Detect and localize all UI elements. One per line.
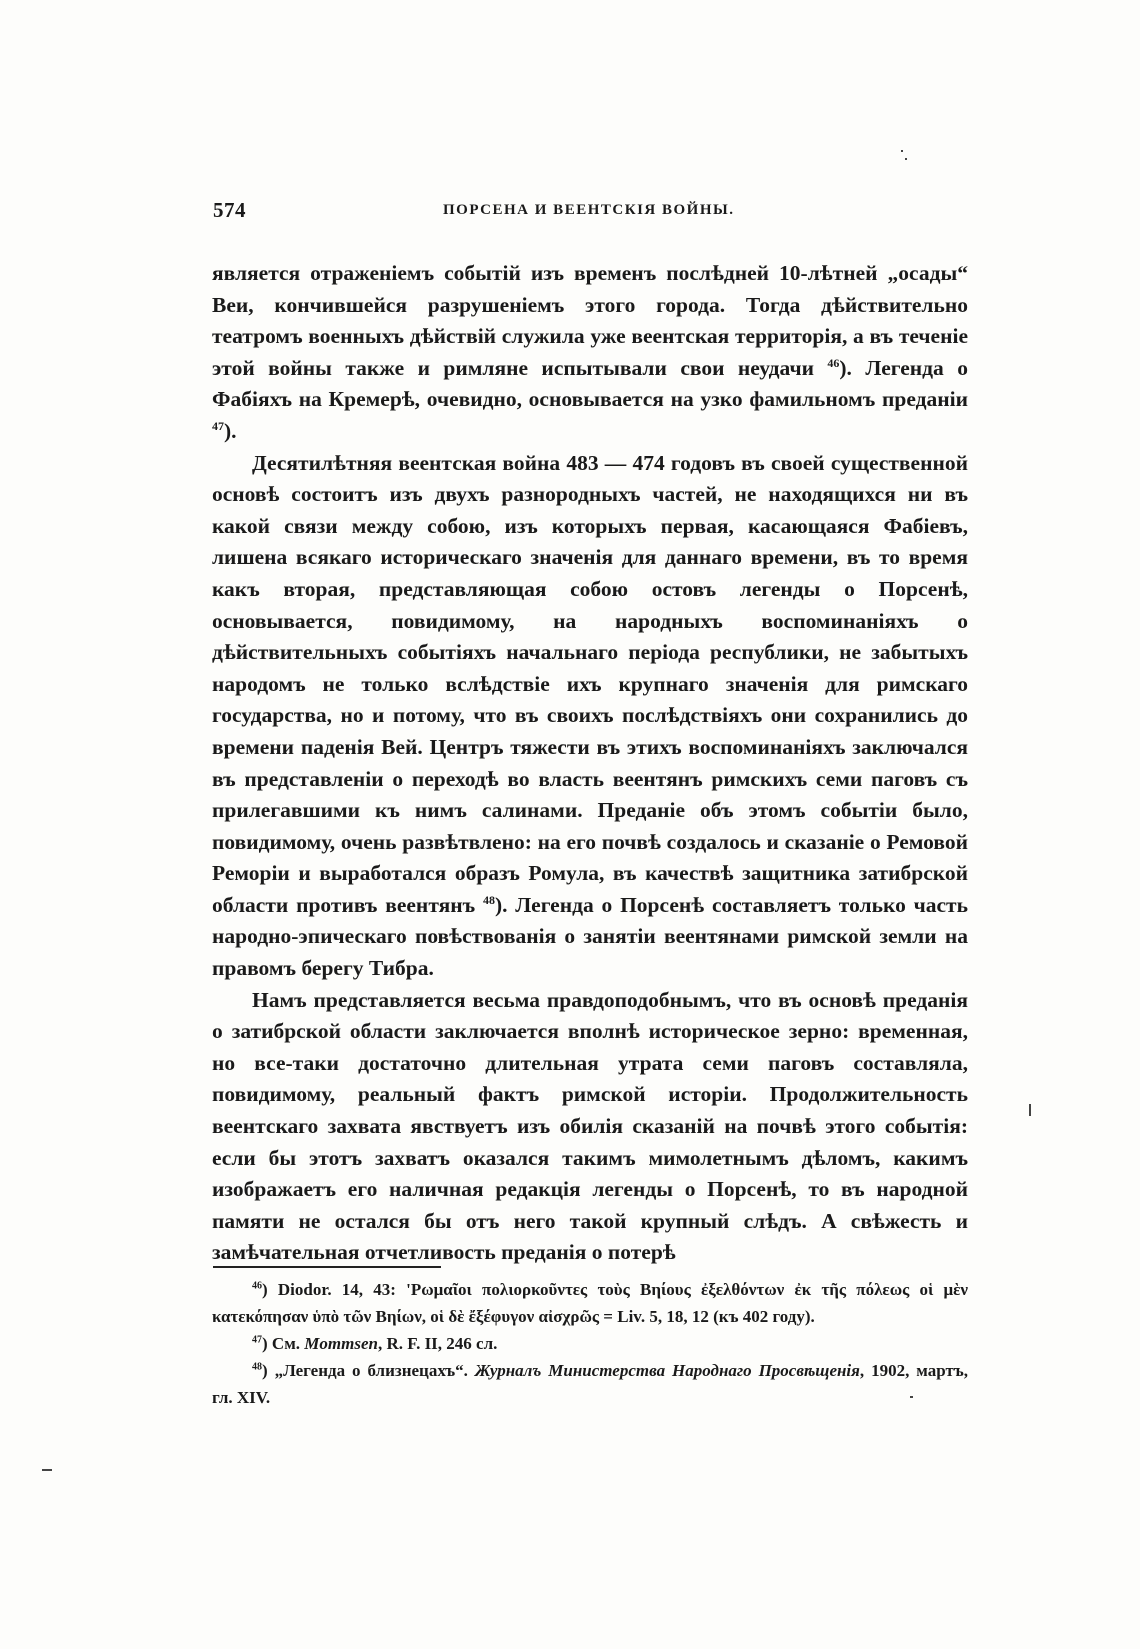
scan-speck (910, 1396, 913, 1398)
scan-speck (1029, 1104, 1031, 1116)
scan-speck (42, 1469, 52, 1471)
paragraph-1-text-1: является отраженіемъ событій изъ временъ послѣдней 10-лѣтней „осады“ Веи, кончившейся разрушеніемъ этого города. Тогда дѣйствительно театромъ военныхъ дѣйствій служила уже веентская территорія, а въ теченіе этой войны также и римляне испытывали свои неудачи (212, 261, 968, 380)
footnote-47 (212, 1330, 968, 1357)
page-number: 574 (213, 198, 246, 222)
footnote-number: 46 (252, 1280, 262, 1292)
paragraph-2-text-1: Десятилѣтняя веентская война 483 — 474 годовъ въ своей существенной основѣ состоитъ изъ двухъ разнородныхъ частей, не находящихся ни въ какой связи между собою, изъ которыхъ первая, касающаяся Фабіевъ, лишена всякаго историческаго значенія для даннаго времени, въ то время какъ вторая, представляющая собою остовъ легенды о Порсенѣ, основывается, повидимому, на народныхъ воспоминаніяхъ о дѣйствительныхъ событіяхъ начальнаго періода республики, не забытыхъ народомъ не только вслѣдствіе ихъ крупнаго значенія для римскаго государства, но и потому, что въ своихъ послѣдствіяхъ они сохранились до времени паденія Вей. Центръ тяжести въ этихъ воспоминаніяхъ заключался въ представленіи о переходѣ во власть веентянъ римскихъ семи паговъ съ прилегавшими къ нимъ салинами. Преданіе объ этомъ событіи было, повидимому, очень развѣтвлено: на его почвѣ создалось и сказаніе о Ремовой Реморіи и выработался образъ Ромула, въ качествѣ защитника затибрской области противъ веентянъ (212, 450, 968, 917)
paragraph-1-text-2: ). Легенда о Фабіяхъ на Кремерѣ, очевидно, основывается на узко фамильномъ преданіи (212, 355, 968, 412)
running-head: ПОРСЕНА И ВЕЕНТСКІЯ ВОЙНЫ. (443, 202, 735, 218)
scan-speck (901, 150, 903, 152)
footnote-ref-48: 48 (482, 892, 495, 907)
footnote-ref-46: 46 (827, 355, 840, 370)
scan-speck (905, 158, 907, 160)
paragraph-3-text-1: Намъ представляется весьма правдоподобнымъ, что въ основѣ преданія о затибрской области заключается вполнѣ историческое зерно: временная, но все-таки достаточно длительная утрата семи паговъ составляла, повидимому, реальный фактъ римской исторіи. Продолжительность веентскаго захвата явствуетъ изъ обилія сказаній на почвѣ этого событія: если бы этотъ захватъ оказался такимъ мимолетнымъ дѣломъ, какимъ изображаетъ его наличная редакція легенды о Порсенѣ, то въ народной памяти не остался бы отъ него такой крупный слѣдъ. А свѣжесть и замѣчательная отчетливость преданія о потерѣ (212, 987, 968, 1265)
paragraph-3 (212, 985, 968, 1269)
footnote-text: ) См. (262, 1334, 305, 1353)
footnote-46 (212, 1276, 968, 1330)
footnote-text: , R. F. II, 246 сл. (377, 1334, 498, 1353)
footnote-journal: Журналъ Министерства Народнаго Просвѣщенія (474, 1361, 860, 1380)
main-text (212, 258, 968, 1269)
footnote-number: 48 (252, 1361, 262, 1373)
footnote-text: ) Diodor. 14, 43: 'Ρωμαῖοι πολιορκοῦντες τοὺς Βηίους ἐξελθόντων ἐκ τῆς πόλεως οἱ μὲν κατεκόπησαν ὑπὸ τῶν Βηίων, οἱ δὲ ἔξέφυγον αἰσχρῶς = Liv. 5, 18, 12 (къ 402 году). (212, 1280, 968, 1326)
footnote-number: 47 (252, 1334, 262, 1346)
footnote-text: , 1902, мартъ, гл. XIV. (212, 1361, 968, 1407)
footnote-author: Mommsen (304, 1334, 378, 1353)
paragraph-2-text-2: ). Легенда о Порсенѣ составляетъ только часть народно-эпическаго повѣствованія о занятіи веентянами римской земли на правомъ берегу Тибра. (212, 892, 968, 981)
footnotes (212, 1276, 968, 1411)
footnote-48 (212, 1357, 968, 1411)
paragraph-2 (212, 448, 968, 985)
paragraph-1-text-3: ). (224, 418, 237, 443)
footnote-ref-47: 47 (212, 418, 224, 433)
page-header (213, 198, 967, 230)
footnote-text: ) „Легенда о близнецахъ“. (262, 1361, 475, 1380)
footnote-divider (213, 1266, 441, 1268)
paragraph-1 (212, 258, 968, 448)
